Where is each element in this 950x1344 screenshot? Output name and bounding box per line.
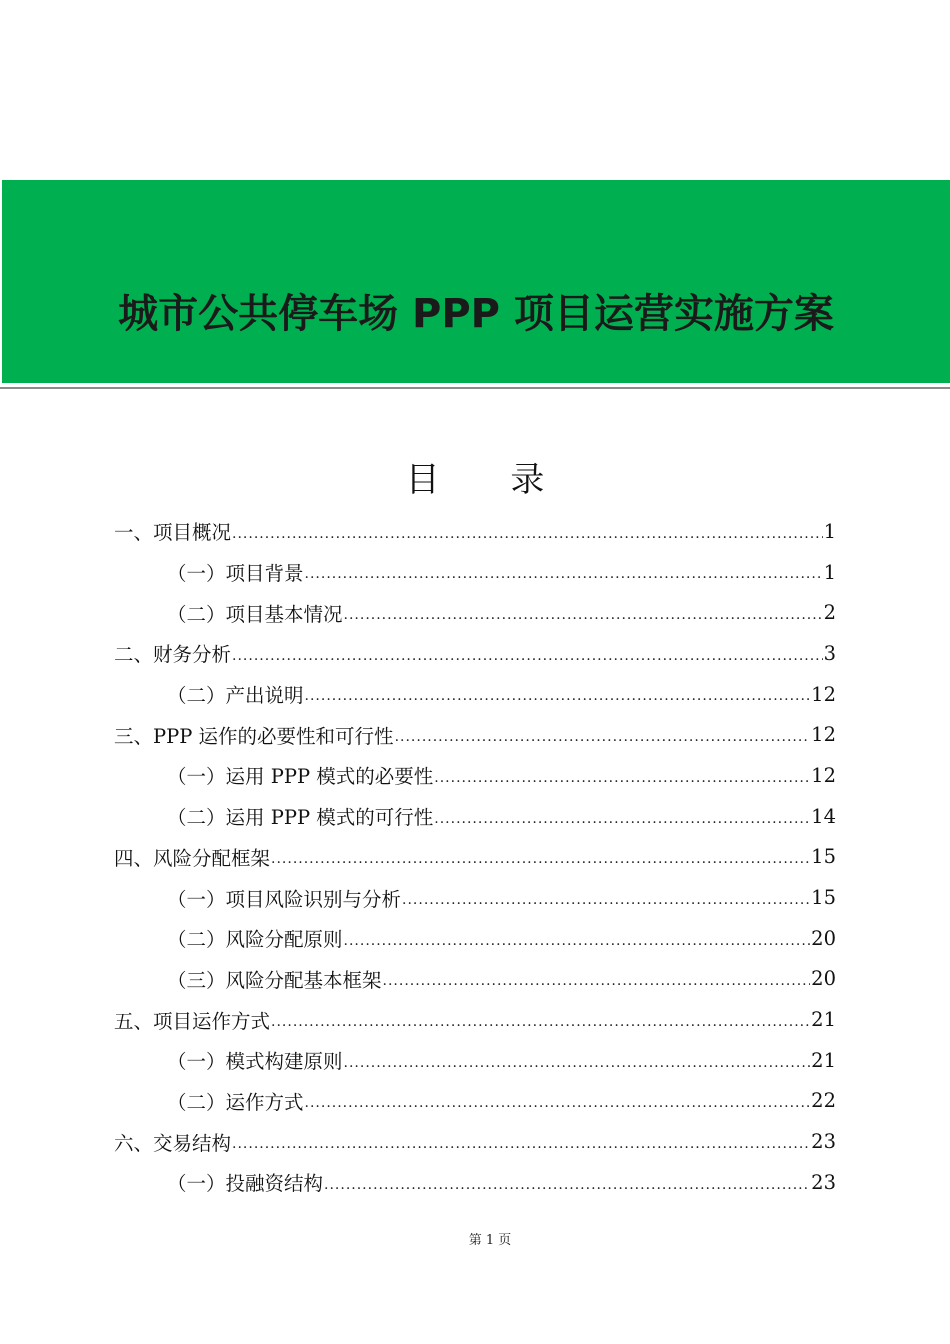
toc-entry[interactable]: [114, 714, 836, 755]
toc-entry-page: 15: [811, 845, 836, 869]
toc-leader-dots: [305, 566, 823, 592]
toc-entry[interactable]: [114, 999, 836, 1040]
toc-entry[interactable]: [114, 755, 836, 796]
toc-entry-label: （一）投融资结构: [167, 1172, 324, 1196]
toc-leader-dots: [434, 811, 810, 837]
toc-entry-page: 1: [823, 519, 836, 543]
toc-entry-label: 三、PPP 运作的必要性和可行性: [114, 724, 394, 748]
toc-leader-dots: [383, 973, 811, 999]
toc-entry-page: 12: [811, 763, 836, 787]
toc-entry[interactable]: [114, 877, 836, 918]
toc-entry[interactable]: [114, 511, 836, 552]
toc-entry-page: 14: [811, 804, 836, 828]
toc-entry-label: （二）运作方式: [167, 1090, 304, 1114]
toc-entry-label: （二）产出说明: [167, 684, 304, 708]
toc-entry-label: 二、财务分析: [114, 643, 232, 667]
toc-entry-page: 21: [811, 1008, 836, 1032]
toc-entry[interactable]: [114, 837, 836, 878]
toc-entry[interactable]: [114, 959, 836, 1000]
toc-entry-page: 20: [811, 926, 836, 950]
toc-entry-page: 15: [811, 886, 836, 910]
toc-entry[interactable]: [114, 1121, 836, 1162]
toc-entry-label: （二）项目基本情况: [167, 602, 343, 626]
toc-entry[interactable]: [114, 633, 836, 674]
toc-entry-label: 一、项目概况: [114, 521, 232, 545]
toc-entry[interactable]: [114, 796, 836, 837]
toc-leader-dots: [434, 770, 810, 796]
toc-leader-dots: [395, 729, 811, 755]
toc-entry-page: 20: [811, 967, 836, 991]
toc-entry-label: 六、交易结构: [114, 1131, 232, 1155]
toc-leader-dots: [344, 933, 811, 959]
toc-leader-dots: [271, 851, 810, 877]
toc-leader-dots: [232, 648, 823, 674]
toc-leader-dots: [305, 1095, 811, 1121]
toc-leader-dots: [305, 688, 811, 714]
toc-entry-label: 五、项目运作方式: [114, 1009, 271, 1033]
toc-entry[interactable]: [114, 552, 836, 593]
header-divider: [0, 387, 950, 389]
toc-leader-dots: [271, 1014, 810, 1040]
toc-leader-dots: [324, 1177, 810, 1203]
toc-entry-page: 23: [811, 1130, 836, 1154]
toc-leader-dots: [402, 892, 810, 918]
toc-entry[interactable]: [114, 1081, 836, 1122]
toc-leader-dots: [344, 1055, 811, 1081]
toc-entry-page: 3: [823, 641, 836, 665]
toc-entry[interactable]: [114, 918, 836, 959]
toc-entry-page: 22: [811, 1089, 836, 1113]
toc-leader-dots: [232, 1136, 810, 1162]
toc-entry-label: （三）风险分配基本框架: [167, 968, 382, 992]
toc-heading: 目 录: [405, 460, 575, 500]
toc-entry-page: 12: [811, 723, 836, 747]
toc-entry-label: （一）项目背景: [167, 562, 304, 586]
table-of-contents: [114, 511, 836, 1203]
toc-entry-label: 四、风险分配框架: [114, 846, 271, 870]
toc-entry-label: （一）运用 PPP 模式的必要性: [167, 765, 434, 789]
toc-entry-label: （一）项目风险识别与分析: [167, 887, 402, 911]
toc-entry[interactable]: [114, 674, 836, 715]
page-footer: 第 1 页: [468, 1233, 512, 1248]
toc-leader-dots: [344, 607, 823, 633]
toc-entry[interactable]: [114, 1040, 836, 1081]
toc-entry-page: 1: [823, 560, 836, 584]
toc-entry-label: （二）运用 PPP 模式的可行性: [167, 806, 434, 830]
document-title: 城市公共停车场 PPP 项目运营实施方案: [118, 290, 834, 337]
toc-entry-page: 12: [811, 682, 836, 706]
toc-entry-label: （一）模式构建原则: [167, 1050, 343, 1074]
toc-entry-page: 23: [811, 1170, 836, 1194]
title-banner: [2, 180, 950, 383]
toc-entry-page: 2: [823, 601, 836, 625]
toc-entry-page: 21: [811, 1048, 836, 1072]
toc-entry-label: （二）风险分配原则: [167, 928, 343, 952]
toc-entry[interactable]: [114, 1162, 836, 1203]
toc-leader-dots: [232, 526, 823, 552]
toc-entry[interactable]: [114, 592, 836, 633]
